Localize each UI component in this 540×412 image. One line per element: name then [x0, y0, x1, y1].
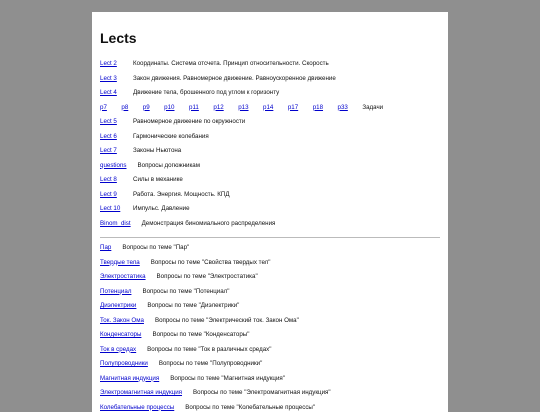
topic-description: Вопросы по теме "Конденсаторы" [152, 328, 249, 343]
problem-link[interactable]: p10 [164, 101, 174, 116]
divider [100, 237, 440, 238]
topic-link[interactable]: Электромагнитная индукция [100, 386, 182, 401]
lecture-description: Закон движения. Равномерное движение. Равноускоренное движение [133, 72, 336, 87]
list-item [100, 270, 440, 285]
topic-link[interactable]: Конденсаторы [100, 328, 141, 343]
list-item [100, 159, 440, 174]
lecture-description: Гармонические колебания [133, 130, 209, 145]
lecture-description: Вопросы догюжникам [138, 159, 201, 174]
questions-link[interactable]: questions [100, 159, 127, 174]
topic-link[interactable]: Ток в средах [100, 343, 136, 358]
topic-link[interactable]: Диэлектрики [100, 299, 136, 314]
list-item [100, 314, 440, 329]
page-content [92, 12, 448, 412]
list-item [100, 72, 440, 87]
problem-link[interactable]: p9 [143, 101, 150, 116]
lecture-link[interactable]: Lect 2 [100, 57, 133, 72]
problem-link[interactable]: p7 [100, 101, 107, 116]
topic-link[interactable]: Колебательные процессы [100, 401, 174, 412]
lecture-description: Демонстрация биномиального распределения [142, 217, 276, 232]
topic-description: Вопросы по теме "Электростатика" [157, 270, 258, 285]
lecture-link[interactable]: Lect 6 [100, 130, 133, 145]
topic-link[interactable]: Ток. Закон Ома [100, 314, 144, 329]
list-item [100, 386, 440, 401]
list-item [100, 328, 440, 343]
list-item [100, 86, 440, 101]
topic-description: Вопросы по теме "Электромагнитная индукция" [193, 386, 331, 401]
problem-link[interactable]: p13 [238, 101, 248, 116]
topic-link[interactable]: Полупроводники [100, 357, 148, 372]
problem-link[interactable]: p18 [313, 101, 323, 116]
problems-label: Задачи [362, 101, 383, 116]
topic-description: Вопросы по теме "Пар" [122, 241, 189, 256]
binom-dist-link[interactable]: Binom_dist [100, 217, 131, 232]
page-title: Lects [100, 29, 440, 47]
topic-link[interactable]: Пар [100, 241, 111, 256]
lecture-link[interactable]: Lect 8 [100, 173, 133, 188]
lecture-link[interactable]: Lect 4 [100, 86, 133, 101]
topic-description: Вопросы по теме "Колебательные процессы" [185, 401, 315, 412]
lecture-description: Законы Ньютона [133, 144, 181, 159]
lecture-description: Равномерное движение по окружности [133, 115, 245, 130]
list-item [100, 130, 440, 145]
lecture-link[interactable]: Lect 10 [100, 202, 133, 217]
topic-description: Вопросы по теме "Свойства твердых тел" [151, 256, 271, 271]
list-item [100, 343, 440, 358]
list-item [100, 241, 440, 256]
list-item [100, 217, 440, 232]
problem-link[interactable]: p8 [121, 101, 128, 116]
topic-description: Вопросы по теме "Полупроводники" [159, 357, 262, 372]
list-item [100, 202, 440, 217]
lecture-description: Работа. Энергия. Мощность. КПД [133, 188, 230, 203]
list-item [100, 357, 440, 372]
list-item [100, 57, 440, 72]
problem-link[interactable]: p14 [263, 101, 273, 116]
lecture-description: Координаты. Система отсчета. Принцип относительности. Скорость [133, 57, 329, 72]
topic-description: Вопросы по теме "Потенциал" [142, 285, 229, 300]
list-item [100, 188, 440, 203]
list-item [100, 173, 440, 188]
lecture-link[interactable]: Lect 5 [100, 115, 133, 130]
lecture-description: Силы в механике [133, 173, 183, 188]
problem-link[interactable]: p33 [338, 101, 348, 116]
lecture-link[interactable]: Lect 7 [100, 144, 133, 159]
list-item [100, 144, 440, 159]
list-item [100, 372, 440, 387]
lecture-description: Движение тела, брошенного под углом к горизонту [133, 86, 279, 101]
topic-description: Вопросы по теме "Магнитная индукция" [170, 372, 285, 387]
list-item [100, 285, 440, 300]
topic-link[interactable]: Электростатика [100, 270, 146, 285]
problem-link[interactable]: p12 [213, 101, 223, 116]
topic-description: Вопросы по теме "Диэлектрики" [147, 299, 239, 314]
lecture-description: Импульс. Давление [133, 202, 190, 217]
list-item [100, 401, 440, 412]
list-item [100, 256, 440, 271]
list-item [100, 299, 440, 314]
problem-link[interactable]: p17 [288, 101, 298, 116]
topic-link[interactable]: Магнитная индукция [100, 372, 159, 387]
list-item [100, 115, 440, 130]
topic-description: Вопросы по теме "Ток в различных средах" [147, 343, 271, 358]
topic-link[interactable]: Твердые тела [100, 256, 140, 271]
topic-description: Вопросы по теме "Электрический ток. Закон Ома" [155, 314, 299, 329]
problems-row [100, 101, 440, 116]
lecture-link[interactable]: Lect 9 [100, 188, 133, 203]
topic-link[interactable]: Потенциал [100, 285, 131, 300]
problem-link[interactable]: p11 [189, 101, 199, 116]
lecture-link[interactable]: Lect 3 [100, 72, 133, 87]
